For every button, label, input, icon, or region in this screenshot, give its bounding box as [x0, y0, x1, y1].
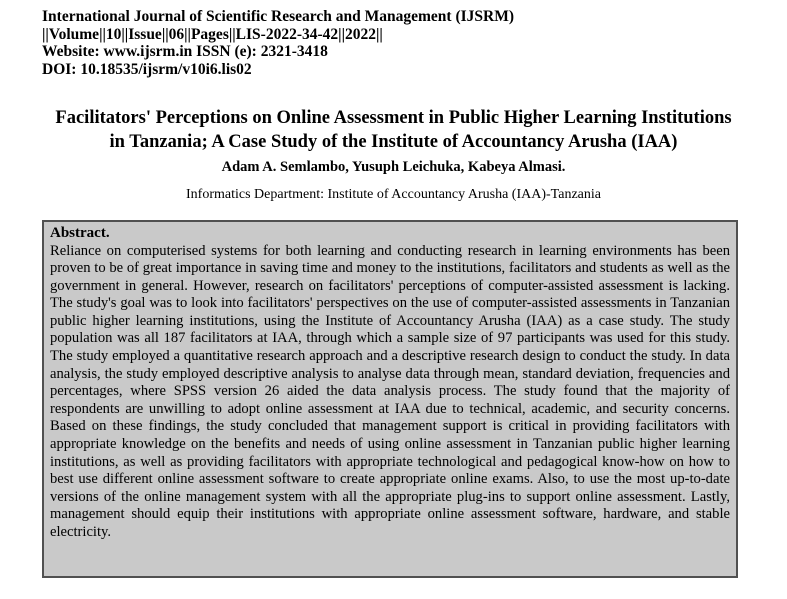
paper-authors: Adam A. Semlambo, Yusuph Leichuka, Kabeya Almasi. — [221, 159, 566, 175]
journal-name: International Journal of Scientific Research and Management (IJSRM) — [42, 8, 515, 25]
abstract-box — [42, 220, 738, 578]
paper-title — [20, 106, 767, 154]
paper-title-line1: Facilitators' Perceptions on Online Assessment in Public Higher Learning Institutions — [55, 108, 732, 128]
abstract-text: Reliance on computerised systems for both learning and conducting research in learning environments has been proven to be of great importance in saving time and money to the institutions, facilitators and students as well as the government in general. However, research on facilitators' perceptions of computer-assisted assessment is lacking. The study's goal was to look into facilitators' perspectives on the use of computer-assisted assessments in Tanzanian public higher learning institutions, using the Institute of Accountancy Arusha (IAA) as a case study. The study population was all 187 facilitators at IAA, through which a sample size of 97 participants was used for this study. The study employed a quantitative research approach and a descriptive research design to conduct the study. In data analysis, the study employed descriptive analysis to analyse data through mean, standard deviation, frequencies and percentages, where SPSS version 26 aided the data analysis process. The study found that the majority of respondents are unwilling to adopt online assessment at IAA due to technical, academic, and security concerns. Based on these findings, the study concluded that management support is critical in providing facilitators with appropriate knowledge on the benefits and needs of using online assessment in Tanzanian public higher learning institutions, as well as providing facilitators with appropriate technological and pedagogical know-how on how to best use different online assessment software to create appropriate online exams. Also, to use the most up-to-date versions of the online management system with all the appropriate plug-ins to support online assessment. Lastly, management should equip their institutions with appropriate online assessment software, hardware, and stable electricity. — [50, 242, 730, 540]
paper-affiliation: Informatics Department: Institute of Accountancy Arusha (IAA)-Tanzania — [186, 187, 601, 202]
abstract-heading: Abstract. — [50, 225, 110, 241]
journal-website-issn: Website: www.ijsrm.in ISSN (e): 2321-3418 — [42, 43, 328, 60]
journal-doi: DOI: 10.18535/ijsrm/v10i6.lis02 — [42, 60, 252, 78]
journal-header — [42, 8, 742, 78]
journal-volume-info: ||Volume||10||Issue||06||Pages||LIS-2022-34-42||2022|| — [42, 25, 383, 43]
paper-title-line2: in Tanzania; A Case Study of the Institute of Accountancy Arusha (IAA) — [109, 132, 678, 152]
